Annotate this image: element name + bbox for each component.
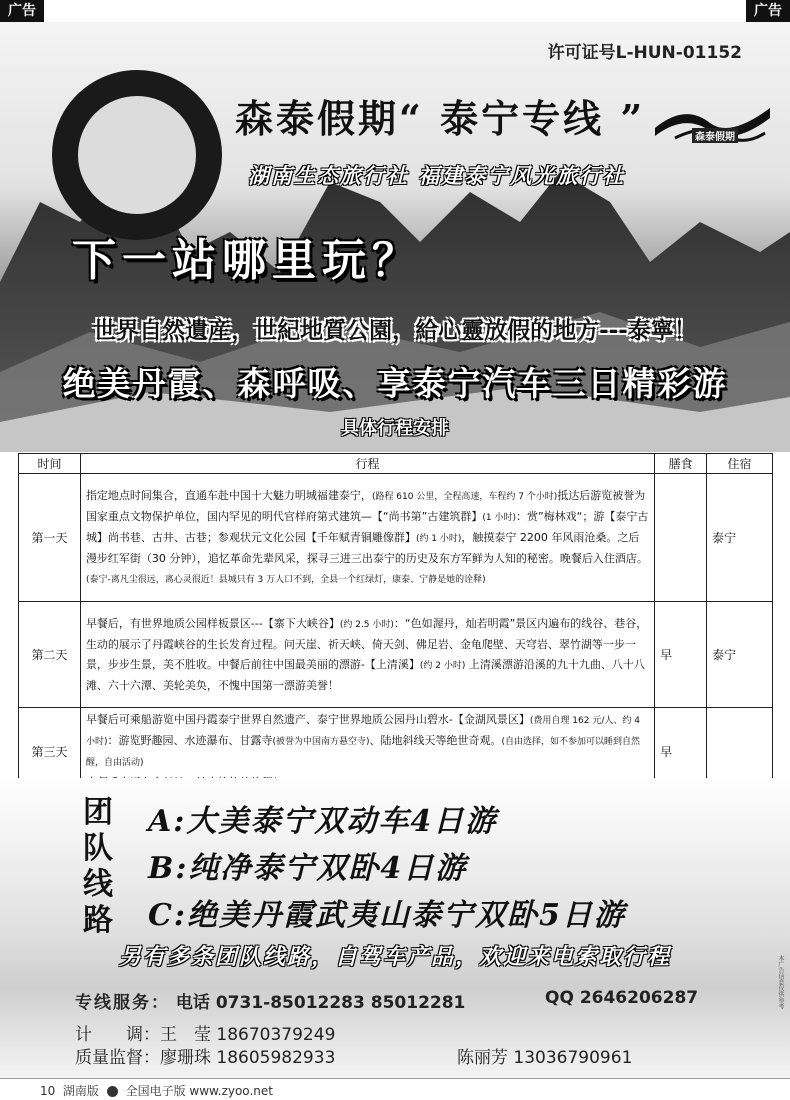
group-char: 路 (83, 903, 113, 938)
note: (费用自理 162 元/人、约 4 小时) (85, 716, 640, 747)
text: 抵达后游览被誉为国家重点文物保护单位，国内罕见的明代官样府第式建筑—【“尚书第”古建筑群】 (85, 488, 646, 523)
site-link[interactable]: 全国电子版 www.zyoo.net (125, 1084, 273, 1098)
route-a: A:大美泰宁双动车4日游 (148, 804, 498, 839)
group-char: 线 (83, 867, 113, 902)
header-stay: 住宿 (707, 454, 773, 474)
meals-cell: 早 (655, 602, 707, 708)
brand-title: 森泰假期“ 泰宁专线 ” (235, 96, 646, 141)
edition-label: 湖南版 (62, 1084, 99, 1098)
supervisor-label: 质量监督： (75, 1048, 160, 1068)
footer-divider (0, 1078, 790, 1079)
note: (约 1 小时) (415, 533, 462, 544)
note: (被誉为中国南方悬空寺) (272, 737, 370, 747)
itinerary-table (18, 453, 773, 796)
header-time: 时间 (19, 454, 81, 474)
headline: 下一站哪里玩？ (72, 235, 422, 286)
day-label: 第二天 (19, 602, 81, 708)
site-logo-icon (107, 1086, 118, 1097)
planner-contact: 王 莹 18670379249 (160, 1025, 336, 1045)
meals-cell: 早 (655, 708, 707, 796)
meals-cell (655, 474, 707, 602)
note: (自由选择，如不参加可以睡到自然醒，自由活动) (85, 737, 640, 768)
supervisor-contact-2: 陈丽芳 13036790961 (457, 1048, 633, 1068)
footer (40, 1082, 273, 1099)
service-line (75, 988, 465, 1013)
planner-label: 计 调： (75, 1025, 160, 1045)
group-char: 团 (83, 795, 113, 830)
itinerary-title: 具体行程安排 (341, 418, 449, 439)
note: (约 2.5 小时) (339, 619, 394, 630)
note: (约 2 小时) (419, 660, 466, 671)
ad-label-left: 广告 (0, 0, 44, 22)
other-routes-note: 另有多条团队线路，自驾车产品，欢迎来电索取行程 (118, 944, 671, 970)
day-label: 第一天 (19, 474, 81, 602)
route-c: C:绝美丹霞武夷山泰宁双卧5日游 (148, 898, 626, 933)
ad-label-right: 广告 (746, 0, 790, 22)
text: 指定地点时间集合，直通车赴中国十大魅力明城福建泰宁， (85, 488, 372, 502)
text: ：游览野趣园、水迹瀑布、甘露寺 (107, 734, 273, 747)
header-route: 行程 (80, 454, 654, 474)
table-row (19, 474, 773, 602)
text: 早餐后可乘船游览中国丹霞泰宁世界自然遗产、泰宁世界地质公园丹山碧水-【金湖风景区】 (85, 713, 530, 726)
day-description (80, 474, 654, 602)
brand-logo-text: 森泰假期 (692, 128, 738, 143)
note: (路程 610 公里，全程高速，车程约 7 个小时) (371, 491, 558, 502)
route-b: B:纯净泰宁双卧4日游 (148, 851, 468, 886)
license-number: 许可证号L-HUN-01152 (547, 43, 742, 63)
header-meals: 膳食 (655, 454, 707, 474)
table-header-row (19, 454, 773, 474)
text: 、陆地斜线天等绝世奇观。 (369, 734, 502, 747)
tour-title: 绝美丹霞、森呼吸、享泰宁汽车三日精彩游 (62, 364, 728, 403)
text: 早餐后，有世界地质公园样板景区---【寨下大峡谷】 (85, 616, 340, 630)
group-routes-label (78, 795, 118, 939)
text: 上清溪漂游沿溪的九十九曲、八十八滩、六十六潭、美轮美奂，不愧中国第一漂游美誉！ (85, 657, 645, 692)
side-note: 本广告信息仅供参考 (777, 955, 784, 1009)
slogan-line: 世界自然遺産，世紀地質公園，給心靈放假的地方---泰寧！ (93, 318, 697, 344)
service-label: 专线服务： (75, 993, 170, 1013)
service-phone: 电话 0731-85012283 85012281 (175, 993, 466, 1013)
stay-cell: 泰宁 (707, 474, 773, 602)
note: (泰宁-离凡尘很远，离心灵很近！县城只有 3 万人口不到，全县一个红绿灯，康泰、宁静是她的诠释) (85, 574, 486, 585)
ink-circle-logo (52, 70, 222, 240)
stay-cell: 泰宁 (707, 602, 773, 708)
table-row (19, 602, 773, 708)
service-qq: QQ 2646206287 (545, 988, 699, 1008)
planner-line (75, 1020, 335, 1045)
text: ：赏”梅林戏“；游【泰宁古城】尚书巷、古井、古巷；参观状元文化公园【千年赋青铜雕像群】 (85, 509, 649, 544)
supervisor-contact: 廖珊珠 18605982933 (160, 1048, 336, 1068)
supervisor-line (75, 1043, 335, 1068)
page-number: 10 (40, 1084, 56, 1098)
group-char: 队 (83, 831, 113, 866)
text: ：“色如渥丹，灿若明霞”景区内遍布的线谷、巷谷，生动的展示了丹霞峡谷的生长发育过程。问天崖、祈天峡、倚天剑、佛足岩、金龟爬壁、天穹岩、翠竹湖等一步一景，步步生景，美不胜收。中餐后前往中国最美丽的漂游-【上清溪】 (85, 616, 648, 671)
agency-names: 湖南生态旅行社 福建泰宁风光旅行社 (248, 163, 626, 188)
note: (1 小时) (482, 512, 516, 523)
day-label: 第三天 (19, 708, 81, 796)
day-description (80, 602, 654, 708)
text: ，触摸泰宁 2200 年风雨沧桑。之后漫步红军街（30 分钟），追忆革命先辈风采，探寻三进三出泰宁的历史及东方军鲜为人知的秘密。晚餐后入住酒店。 (85, 530, 648, 565)
